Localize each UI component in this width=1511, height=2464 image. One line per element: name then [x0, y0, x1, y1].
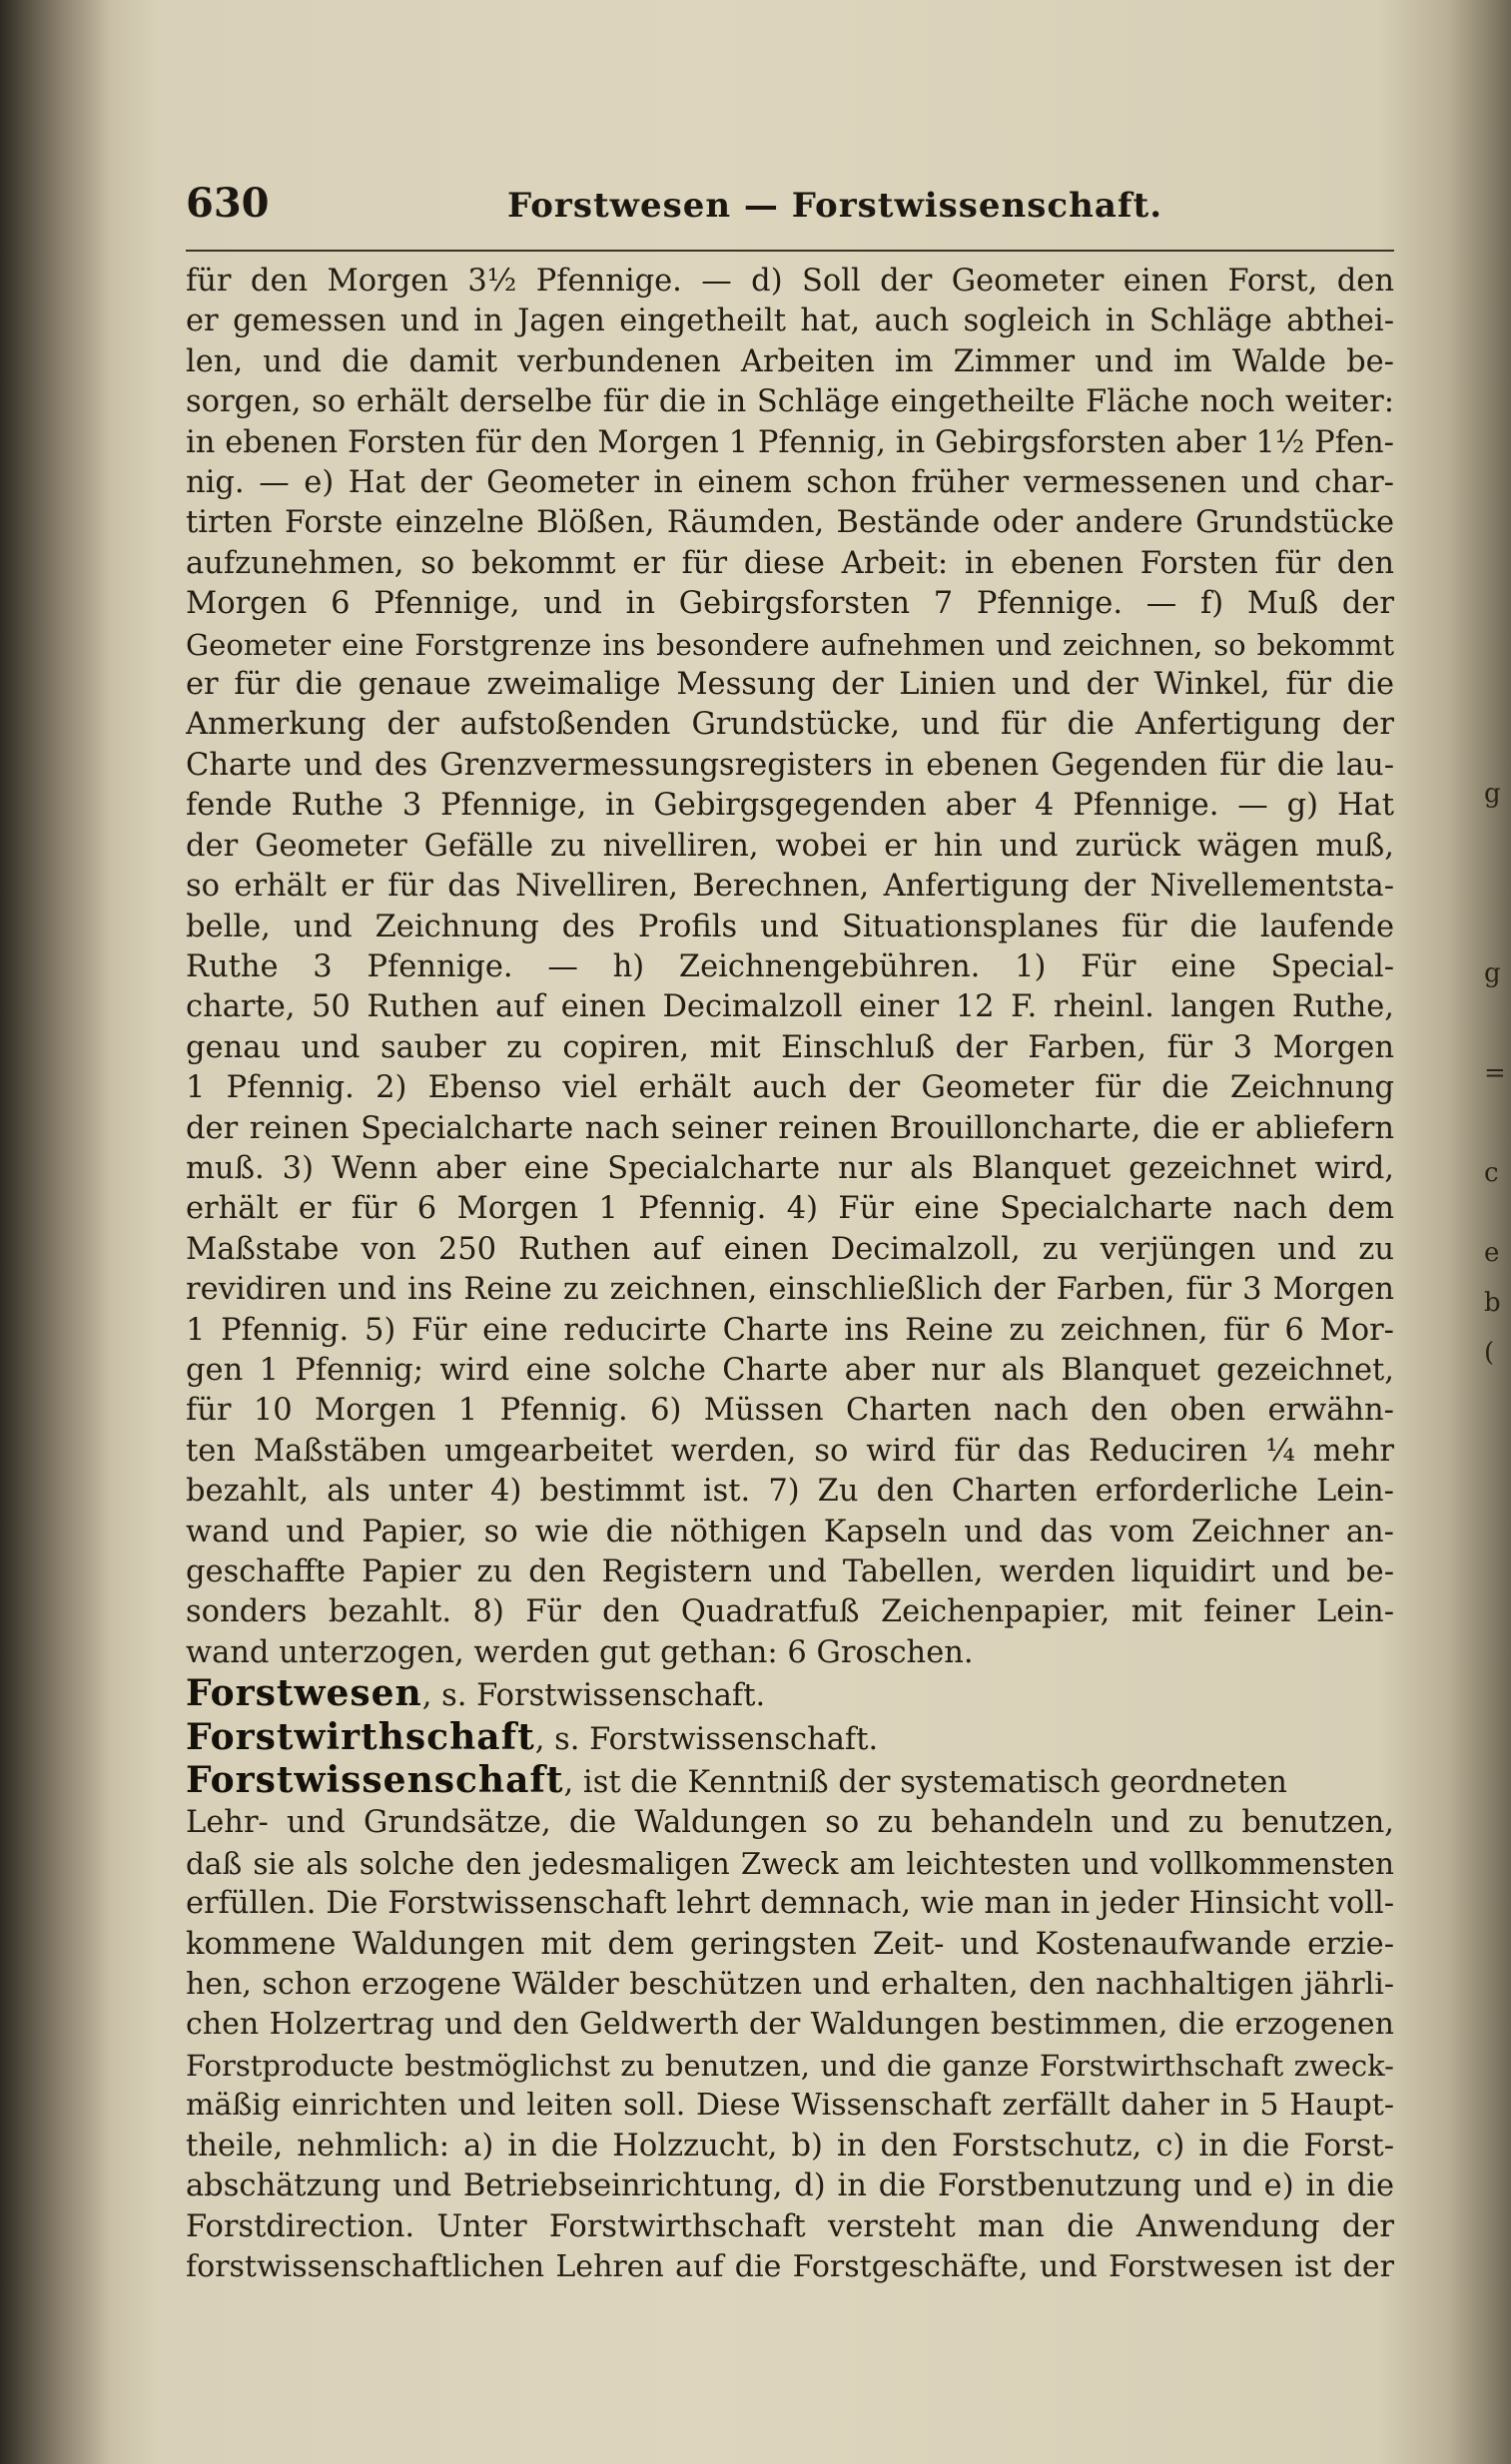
margin-mark: e: [1484, 1238, 1500, 1268]
text-line: wand unterzogen, werden gut gethan: 6 Groschen.: [186, 1634, 974, 1670]
text-line: Forstdirection. Unter Forstwirthschaft versteht man die Anwendung der: [186, 2208, 1394, 2244]
text-line: ten Maßstäben umgearbeitet werden, so wird für das Reduciren ¼ mehr: [186, 1433, 1394, 1469]
text-line: er gemessen und in Jagen eingetheilt hat, auch sogleich in Schläge abthei-: [186, 304, 1394, 339]
text-line: erfüllen. Die Forstwissenschaft lehrt demnach, wie man in jeder Hinsicht voll-: [186, 1886, 1394, 1922]
text-line: forstwissenschaftlichen Lehren auf die Forstgeschäfte, und Forstwesen ist der: [186, 2248, 1394, 2284]
margin-mark: g: [1484, 779, 1501, 809]
text-line: muß. 3) Wenn aber eine Specialcharte nur als Blanquet gezeichnet wird,: [186, 1150, 1394, 1186]
margin-mark: c: [1484, 1158, 1499, 1188]
text-line: fende Ruthe 3 Pfennige, in Gebirgsgegenden aber 4 Pfennige. — g) Hat: [186, 788, 1394, 824]
text-line: Charte und des Grenzvermessungsregisters in ebenen Gegenden für die lau-: [186, 747, 1394, 783]
text-line: hen, schon erzogene Wälder beschützen und erhalten, den nachhaltigen jährli-: [186, 1967, 1394, 2003]
text-line: 1 Pfennig. 2) Ebenso viel erhält auch der Geometer für die Zeichnung: [186, 1070, 1394, 1106]
text-line: aufzunehmen, so bekommt er für diese Arbeit: in ebenen Forsten für den: [186, 545, 1394, 581]
text-line: genau und sauber zu copiren, mit Einschluß der Farben, für 3 Morgen: [186, 1029, 1394, 1065]
text-line: Anmerkung der aufstoßenden Grundstücke, und für die Anfertigung der: [186, 707, 1394, 743]
entry-reference: , s. Forstwissenschaft.: [534, 1721, 879, 1757]
text-line: kommene Waldungen mit dem geringsten Zeit- und Kostenaufwande erzie-: [186, 1926, 1394, 1962]
text-line: charte, 50 Ruthen auf einen Decimalzoll einer 12 F. rheinl. langen Ruthe,: [186, 989, 1394, 1025]
text-line: für 10 Morgen 1 Pfennig. 6) Müssen Charten nach den oben erwähn-: [186, 1393, 1394, 1429]
text-line: sonders bezahlt. 8) Für den Quadratfuß Zeichenpapier, mit feiner Lein-: [186, 1594, 1394, 1630]
text-line: so erhält er für das Nivelliren, Berechnen, Anfertigung der Nivellementsta-: [186, 869, 1394, 905]
entry-headword: Forstwissenschaft: [186, 1759, 564, 1802]
entry-first-line-text: , ist die Kenntniß der systematisch geordneten: [563, 1765, 1287, 1801]
text-line: Lehr- und Grundsätze, die Waldungen so zu behandeln und zu benutzen,: [186, 1805, 1394, 1841]
text-line: er für die genaue zweimalige Messung der Linien und der Winkel, für die: [186, 667, 1394, 703]
text-line: Geometer eine Forstgrenze ins besondere aufnehmen und zeichnen, so bekommt: [186, 627, 1394, 662]
text-line: daß sie als solche den jedesmaligen Zweck am leichtesten und vollkommensten: [186, 1846, 1394, 1881]
text-line: Forstproducte bestmöglichst zu benutzen, und die ganze Forstwirthschaft zweck-: [186, 2048, 1394, 2083]
page-number: 630: [186, 180, 270, 227]
text-line: erhält er für 6 Morgen 1 Pfennig. 4) Für eine Specialcharte nach dem: [186, 1191, 1394, 1227]
running-title: Forstwesen — Forstwissenschaft.: [506, 186, 1163, 226]
text-line: theile, nehmlich: a) in die Holzzucht, b) in den Forstschutz, c) in die Forst-: [186, 2128, 1394, 2163]
main-entry: [186, 1760, 1394, 2287]
body-text: [186, 262, 1394, 2287]
text-line: len, und die damit verbundenen Arbeiten im Zimmer und im Walde be-: [186, 343, 1394, 379]
text-line: nig. — e) Hat der Geometer in einem schon früher vermessenen und char-: [186, 465, 1394, 501]
text-line: Morgen 6 Pfennige, und in Gebirgsforsten 7 Pfennige. — f) Muß der: [186, 586, 1394, 622]
text-line: abschätzung und Betriebseinrichtung, d) in die Forstbenutzung und e) in die: [186, 2168, 1394, 2204]
margin-mark: =: [1484, 1058, 1506, 1088]
continued-entry: [186, 262, 1394, 1673]
margin-mark: b: [1484, 1288, 1501, 1318]
text-line: mäßig einrichten und leiten soll. Diese Wissenschaft zerfällt daher in 5 Haupt-: [186, 2088, 1394, 2124]
text-line: bezahlt, als unter 4) bestimmt ist. 7) Zu den Charten erforderliche Lein-: [186, 1474, 1394, 1510]
page-header: [186, 180, 1394, 240]
cross-reference-entry: [186, 1717, 1394, 1760]
text-line: belle, und Zeichnung des Profils und Situationsplanes für die laufende: [186, 909, 1394, 944]
entry-first-line: [186, 1760, 1394, 1803]
margin-mark: g: [1484, 958, 1501, 988]
text-line: der reinen Specialcharte nach seiner reinen Brouilloncharte, die er abliefern: [186, 1110, 1394, 1146]
text-line: revidiren und ins Reine zu zeichnen, einschließlich der Farben, für 3 Morgen: [186, 1272, 1394, 1308]
text-line: 1 Pfennig. 5) Für eine reducirte Charte ins Reine zu zeichnen, für 6 Mor-: [186, 1312, 1394, 1348]
text-line: sorgen, so erhält derselbe für die in Schläge eingetheilte Fläche noch weiter:: [186, 384, 1394, 420]
text-line: wand und Papier, so wie die nöthigen Kapseln und das vom Zeichner an-: [186, 1514, 1394, 1549]
entry-headword: Forstwesen: [186, 1672, 422, 1715]
book-page: [150, 150, 1418, 2446]
text-line: in ebenen Forsten für den Morgen 1 Pfennig, in Gebirgsforsten aber 1½ Pfen-: [186, 424, 1394, 460]
text-line: Ruthe 3 Pfennige. — h) Zeichnengebühren. 1) Für eine Special-: [186, 948, 1394, 984]
text-line: Maßstabe von 250 Ruthen auf einen Decimalzoll, zu verjüngen und zu: [186, 1231, 1394, 1267]
facing-page-margin: [1478, 0, 1511, 2464]
margin-mark: (: [1484, 1338, 1495, 1368]
entry-headword: Forstwirthschaft: [186, 1715, 535, 1758]
text-line: gen 1 Pfennig; wird eine solche Charte aber nur als Blanquet gezeichnet,: [186, 1352, 1394, 1388]
text-line: für den Morgen 3½ Pfennige. — d) Soll der Geometer einen Forst, den: [186, 264, 1394, 299]
cross-reference-entry: [186, 1673, 1394, 1716]
text-line: geschaffte Papier zu den Registern und Tabellen, werden liquidirt und be-: [186, 1554, 1394, 1589]
header-rule: [186, 250, 1394, 252]
text-line: chen Holzertrag und den Geldwerth der Waldungen bestimmen, die erzogenen: [186, 2007, 1394, 2043]
entry-reference: , s. Forstwissenschaft.: [421, 1678, 766, 1714]
text-line: der Geometer Gefälle zu nivelliren, wobei er hin und zurück wägen muß,: [186, 828, 1394, 864]
text-line: tirten Forste einzelne Blößen, Räumden, Bestände oder andere Grundstücke: [186, 505, 1394, 541]
